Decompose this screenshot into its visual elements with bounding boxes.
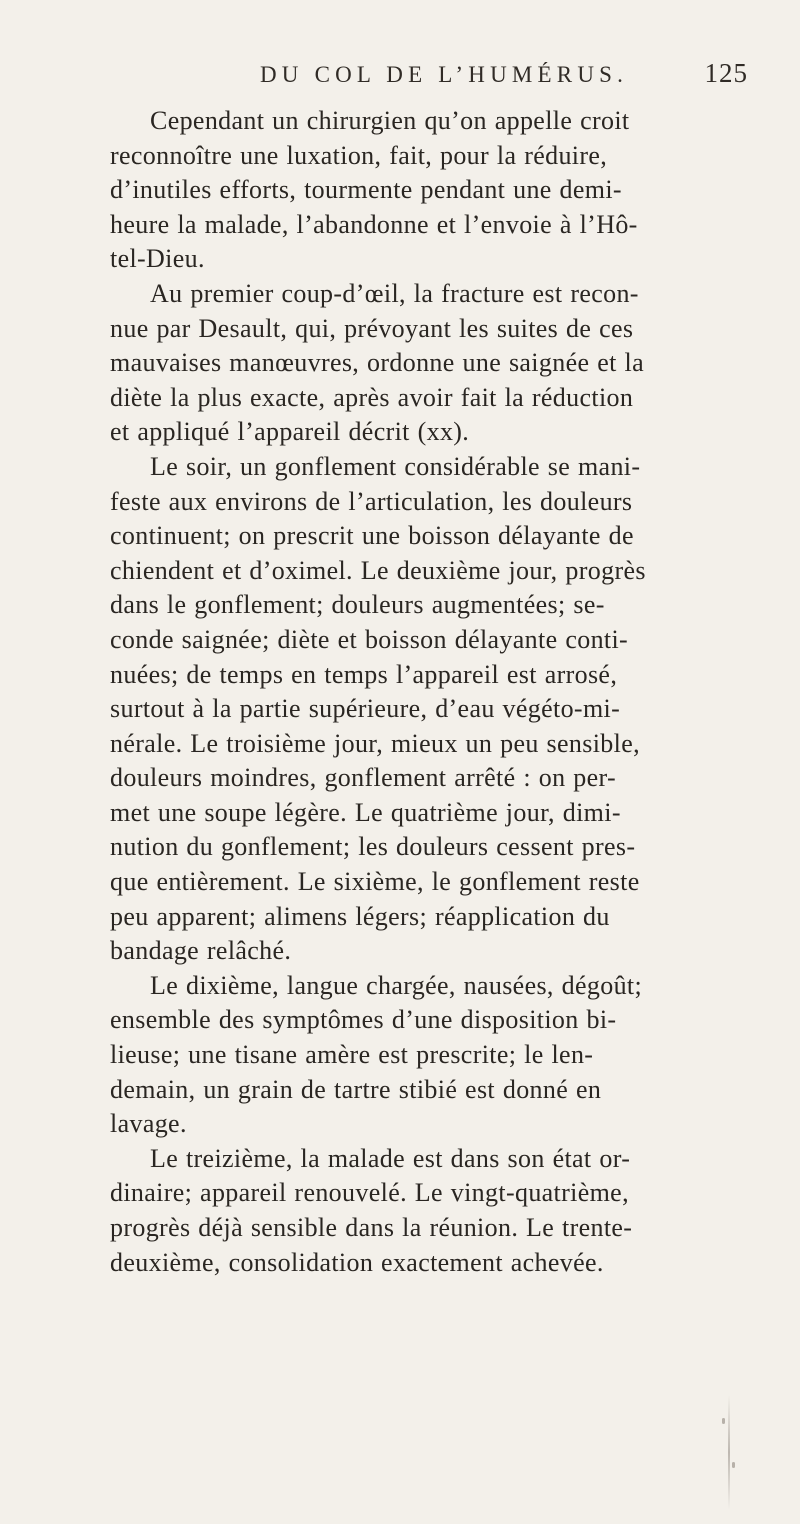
body-text: [110, 104, 760, 1280]
text-line: demain, un grain de tartre stibié est donné en: [110, 1074, 602, 1104]
text-line: dinaire; appareil renouvelé. Le vingt-quatrième,: [110, 1178, 629, 1208]
text-line: reconnoître une luxation, fait, pour la réduire,: [110, 140, 608, 170]
text-line: Au premier coup-d’œil, la fracture est recon-: [150, 278, 639, 308]
text-line: nue par Desault, qui, prévoyant les suites de ces: [110, 313, 634, 343]
text-line: lavage.: [110, 1109, 187, 1139]
page-edge-mark: [728, 1395, 730, 1510]
paragraph-5: [110, 1142, 760, 1280]
text-line: progrès déjà sensible dans la réunion. Le trente-: [110, 1213, 633, 1242]
text-line: que entièrement. Le sixième, le gonflement reste: [110, 867, 640, 897]
text-line: Le dixième, langue chargée, nausées, dégoût;: [150, 970, 643, 1000]
text-line: Le treizième, la malade est dans son état or-: [150, 1143, 631, 1173]
text-line: nérale. Le troisième jour, mieux un peu sensible,: [110, 728, 640, 758]
text-line: heure la malade, l’abandonne et l’envoie à l’Hô-: [110, 209, 638, 239]
paragraph-2: [110, 277, 760, 450]
text-line: peu apparent; alimens légers; réapplication du: [110, 901, 610, 931]
text-line: tel-Dieu.: [110, 244, 205, 274]
running-head: [118, 58, 748, 98]
text-line: nuées; de temps en temps l’appareil est arrosé,: [110, 659, 618, 689]
text-line: Cependant un chirurgien qu’on appelle croit: [150, 106, 630, 135]
text-line: met une soupe légère. Le quatrième jour, dimi-: [110, 797, 621, 827]
text-line: mauvaises manœuvres, ordonne une saignée et la: [110, 348, 644, 378]
paragraph-3: [110, 450, 760, 969]
paper-speck: [732, 1462, 735, 1468]
page-number: 125: [704, 58, 748, 88]
text-line: Le soir, un gonflement considérable se mani-: [150, 451, 641, 481]
text-line: surtout à la partie supérieure, d’eau végéto-mi-: [110, 694, 621, 724]
text-line: conde saignée; diète et boisson délayante conti-: [110, 624, 629, 654]
paragraph-4: [110, 969, 760, 1142]
text-line: lieuse; une tisane amère est prescrite; le len-: [110, 1040, 594, 1070]
paper-speck: [722, 1418, 725, 1424]
text-line: feste aux environs de l’articulation, les douleurs: [110, 486, 633, 516]
paragraph-1: [110, 104, 760, 277]
text-line: d’inutiles efforts, tourmente pendant une demi-: [110, 175, 622, 205]
text-line: bandage relâché.: [110, 936, 292, 966]
text-line: chiendent et d’oximel. Le deuxième jour, progrès: [110, 555, 646, 585]
text-line: et appliqué l’appareil décrit (xx).: [110, 417, 470, 447]
text-line: continuent; on prescrit une boisson délayante de: [110, 521, 634, 551]
running-title: DU COL DE L’HUMÉRUS.: [260, 62, 629, 87]
text-line: douleurs moindres, gonflement arrêté : on per-: [110, 763, 617, 793]
text-line: dans le gonflement; douleurs augmentées; se-: [110, 590, 605, 620]
text-line: nution du gonflement; les douleurs cessent pres-: [110, 832, 636, 862]
text-line: ensemble des symptômes d’une disposition bi-: [110, 1005, 617, 1035]
text-line: diète la plus exacte, après avoir fait la réduction: [110, 382, 634, 412]
text-line: deuxième, consolidation exactement achevée.: [110, 1247, 604, 1277]
